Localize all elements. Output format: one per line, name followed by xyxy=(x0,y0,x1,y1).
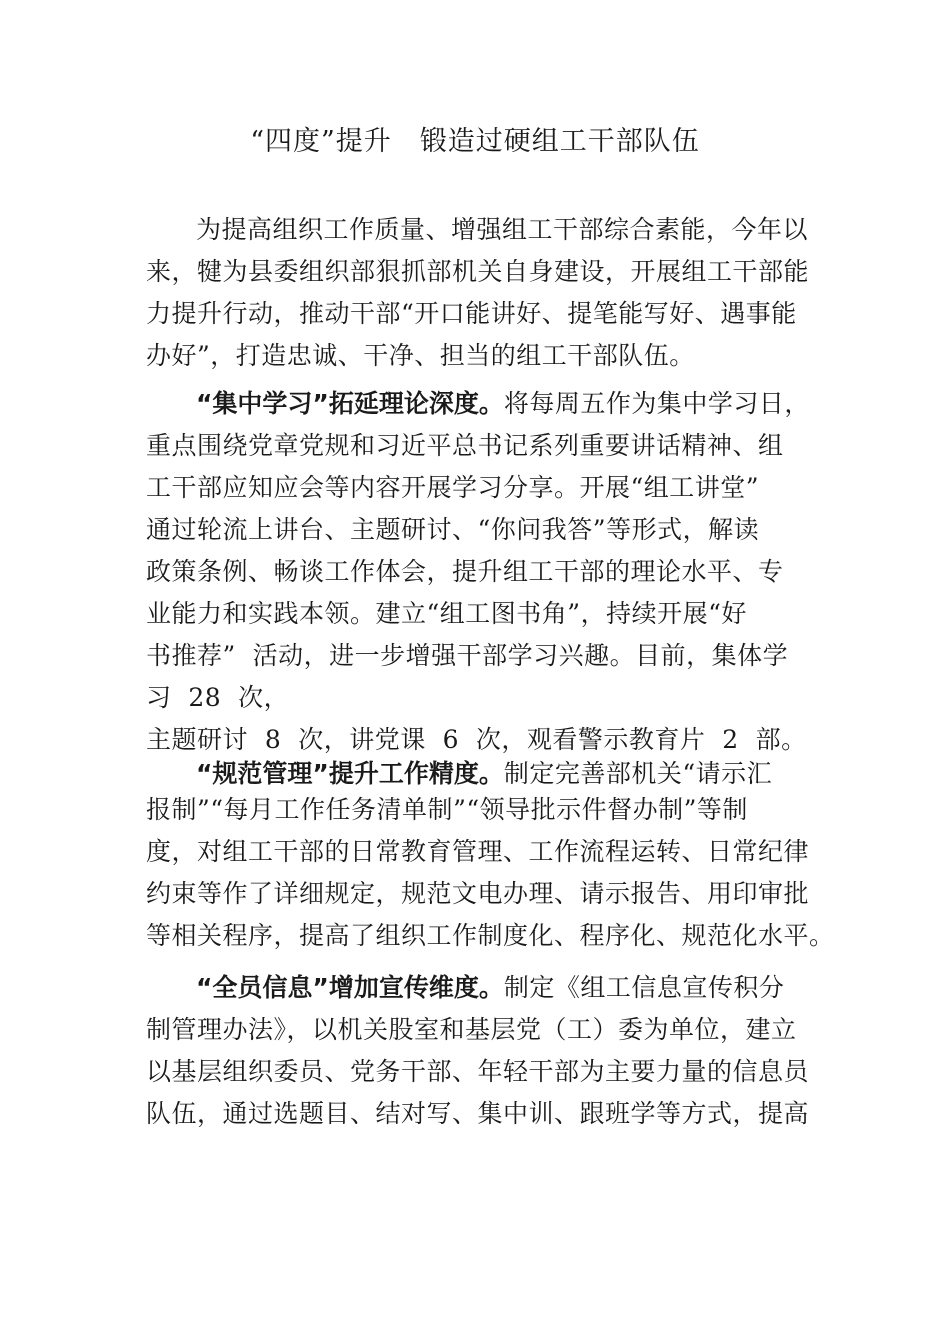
section2-line-5: 等相关程序，提高了组织工作制度化、程序化、规范化水平。 xyxy=(146,921,835,950)
section3-line-4: 队伍，通过选题目、结对写、集中训、跟班学等方式，提高 xyxy=(146,1099,810,1128)
intro-line-3: 力提升行动，推动干部“开口能讲好、提笔能写好、遇事能 xyxy=(146,299,797,328)
section2-first-line-text: 制定完善部机关“请示汇 xyxy=(503,759,773,788)
section2-first-line xyxy=(196,756,772,792)
section1-line-3: 工干部应知应会等内容开展学习分享。开展“组工讲堂” xyxy=(146,473,760,502)
document-title: “四度”提升 锻造过硬组工干部队伍 xyxy=(250,126,700,157)
section2-line-3: 度，对组工干部的日常教育管理、工作流程运转、日常纪律 xyxy=(146,837,810,866)
section1-line-5: 政策条例、畅谈工作体会，提升组工干部的理论水平、专 xyxy=(146,557,784,586)
section1-line-9: 主题研讨 8 次，讲党课 6 次，观看警示教育片 2 部。 xyxy=(146,725,807,754)
section3-line-2: 制管理办法》，以机关股室和基层党（工）委为单位，建立 xyxy=(146,1015,797,1044)
section1-line-7: 书推荐” 活动，进一步增强干部学习兴趣。目前，集体学 xyxy=(146,641,789,670)
intro-line-4: 办好”，打造忠诚、干净、担当的组工干部队伍。 xyxy=(146,341,695,370)
section2-heading: “规范管理”提升工作精度。 xyxy=(196,759,504,788)
section3-first-line-text: 制定《组工信息宣传积分 xyxy=(503,973,785,1002)
intro-line-1: 为提高组织工作质量、增强组工干部综合素能，今年以 xyxy=(196,215,809,244)
section3-first-line xyxy=(196,970,784,1006)
section2-line-4: 约束等作了详细规定，规范文电办理、请示报告、用印审批 xyxy=(146,879,810,908)
section1-line-6: 业能力和实践本领。建立“组工图书角”，持续开展“好 xyxy=(146,599,747,628)
section1-first-line-text: 将每周五作为集中学习日， xyxy=(503,389,810,418)
intro-line-2: 来，犍为县委组织部狠抓部机关自身建设，开展组工干部能 xyxy=(146,257,810,286)
section1-first-line xyxy=(196,386,810,422)
section1-line-8: 习 28 次， xyxy=(146,683,290,712)
section1-line-2: 重点围绕党章党规和习近平总书记系列重要讲话精神、组 xyxy=(146,431,784,460)
section2-line-2: 报制”“每月工作任务清单制”“领导批示件督办制”等制 xyxy=(146,795,748,824)
section3-heading: “全员信息”增加宣传维度。 xyxy=(196,973,504,1002)
section1-heading: “集中学习”拓延理论深度。 xyxy=(196,389,504,418)
section3-line-3: 以基层组织委员、党务干部、年轻干部为主要力量的信息员 xyxy=(146,1057,810,1086)
section1-line-4: 通过轮流上讲台、主题研讨、“你问我答”等形式，解读 xyxy=(146,515,760,544)
